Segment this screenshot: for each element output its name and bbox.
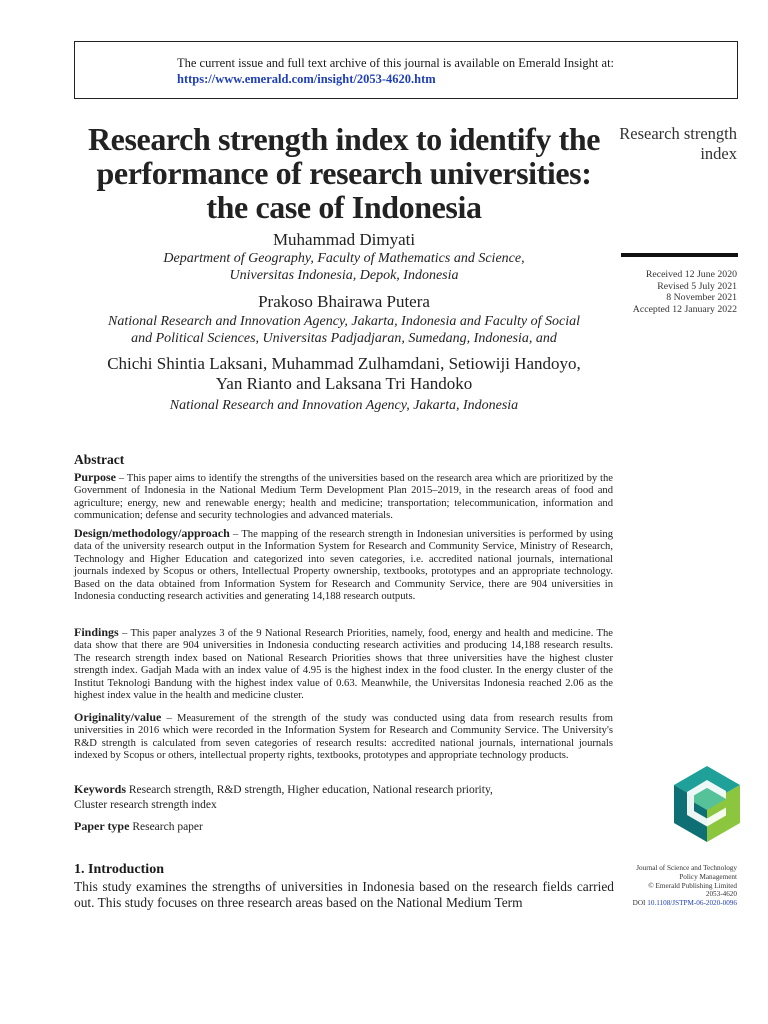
margin-rule	[621, 253, 738, 257]
findings-label: Findings	[74, 625, 119, 639]
accepted-date: Accepted 12 January 2022	[632, 303, 737, 315]
affiliation-line: Universitas Indonesia, Depok, Indonesia	[229, 267, 459, 283]
design-text: – The mapping of the research strength in Indonesian universities is performed by using data of the university research output in the Information System for Research and Community Service, Ministry of Research, Technology and Higher Education and categorized into seven categories, i.e. accredited national journals, international journals indexed by Scopus or others, Intellectual Property ownership, textbooks, prototypes and an appropriate technology. Based on the data obtained from Information System for Research and Community Service, there are 904 universities in Indonesia conducting research activities and generating 14,188 research outputs.	[74, 529, 613, 603]
author-names-line: Chichi Shintia Laksani, Muhammad Zulhamdani, Setiowiji Handoyo,	[107, 354, 581, 373]
paper-type-value: Research paper	[129, 821, 203, 833]
author-names-group	[74, 354, 614, 394]
author-name: Prakoso Bhairawa Putera	[258, 292, 430, 311]
running-head: Research strength index	[619, 124, 737, 163]
copyright-line: © Emerald Publishing Limited	[648, 881, 737, 890]
abstract-heading: Abstract	[74, 452, 125, 467]
journal-name-line: Journal of Science and Technology	[636, 864, 737, 872]
emerald-publishing-logo-icon	[674, 766, 740, 842]
keywords-line: Cluster research strength index	[74, 799, 217, 811]
keywords-label: Keywords	[74, 782, 126, 796]
author-affiliation	[74, 314, 614, 347]
abstract-design	[74, 527, 613, 603]
paper-type	[74, 819, 574, 835]
findings-text: – This paper analyzes 3 of the 9 National Research Priorities, namely, food, energy and health and medicine. The data show that there are 904 universities in Indonesia conducting research activities and producing 14,188 research results. The research strength index based on National Research Priorities shows that three universities have the highest cluster strength index. Gadjah Mada with an index value of 4.95 is the highest index in the food cluster. In the energy cluster of the Institut Teknologi Bandung with the highest index value of 0.63. Meanwhile, the Universitas Indonesia reached 2.06 as the highest index value in the health and medicine cluster.	[74, 628, 613, 702]
issn-line: 2053-4620	[705, 890, 737, 899]
introduction-text: This study examines the strengths of universities in Indonesia based on the research fields carried out. This study focuses on three research areas based on the National Medium Term	[74, 879, 614, 910]
archive-url-link[interactable]: https://www.emerald.com/insight/2053-4620.htm	[177, 72, 436, 86]
archive-notice-text: The current issue and full text archive of this journal is available on Emerald Insight at:	[177, 56, 615, 70]
paper-title: Research strength index to identify the performance of research universities: the case of Indonesia	[87, 121, 601, 225]
affiliation-line: and Political Sciences, Universitas Padjadjaran, Sumedang, Indonesia, and	[131, 330, 557, 346]
doi-line	[600, 899, 737, 908]
originality-text: – Measurement of the strength of the study was conducted using data from research results from universities in 2016 which were recorded in the Information System for Research and Community Service. The University's R&D strength is calculated from seven categories of research results: accredited national journals, international journals indexed by Scopus or others, intellectual property rights, textbooks, prototypes and appropriate technology products.	[74, 713, 613, 762]
abstract-purpose	[74, 471, 613, 523]
paper-type-label: Paper type	[74, 819, 130, 833]
originality-label: Originality/value	[74, 710, 162, 724]
submission-dates	[615, 269, 737, 315]
archive-notice-box	[74, 41, 738, 99]
doi-link[interactable]: 10.1108/JSTPM-06-2020-0096	[647, 899, 737, 908]
section-heading: 1. Introduction	[74, 862, 164, 877]
purpose-label: Purpose	[74, 470, 116, 484]
affiliation-line: Department of Geography, Faculty of Mathematics and Science,	[163, 251, 525, 266]
purpose-text: – This paper aims to identify the strengths of the universities based on the research area which are prioritized by the Government of Indonesia in the National Medium Term Development Plan 2015–2019, in the research areas of food and agriculture; energy, new and renewable energy; health and medicine; transportation; telecommunication, information and communication; defense and security technologies and advanced materials.	[74, 473, 613, 522]
author-name: Muhammad Dimyati	[272, 230, 416, 249]
affiliation-line: National Research and Innovation Agency, Jakarta, Indonesia and Faculty of Social	[107, 314, 581, 329]
journal-info	[600, 864, 737, 908]
journal-name-line: Policy Management	[679, 872, 737, 881]
design-label: Design/methodology/approach	[74, 526, 230, 540]
revised-date-2: 8 November 2021	[666, 292, 737, 303]
abstract-originality	[74, 711, 613, 763]
author-affiliation: National Research and Innovation Agency, Jakarta, Indonesia	[169, 398, 519, 413]
author-names-line: Yan Rianto and Laksana Tri Handoko	[215, 374, 473, 393]
abstract-findings	[74, 626, 613, 702]
revised-date: Revised 5 July 2021	[657, 280, 737, 292]
keywords-line: Research strength, R&D strength, Higher education, National research priority,	[126, 784, 493, 796]
doi-label: DOI	[632, 899, 648, 908]
received-date: Received 12 June 2020	[645, 269, 737, 280]
author-affiliation	[74, 251, 614, 284]
keywords	[74, 782, 574, 813]
